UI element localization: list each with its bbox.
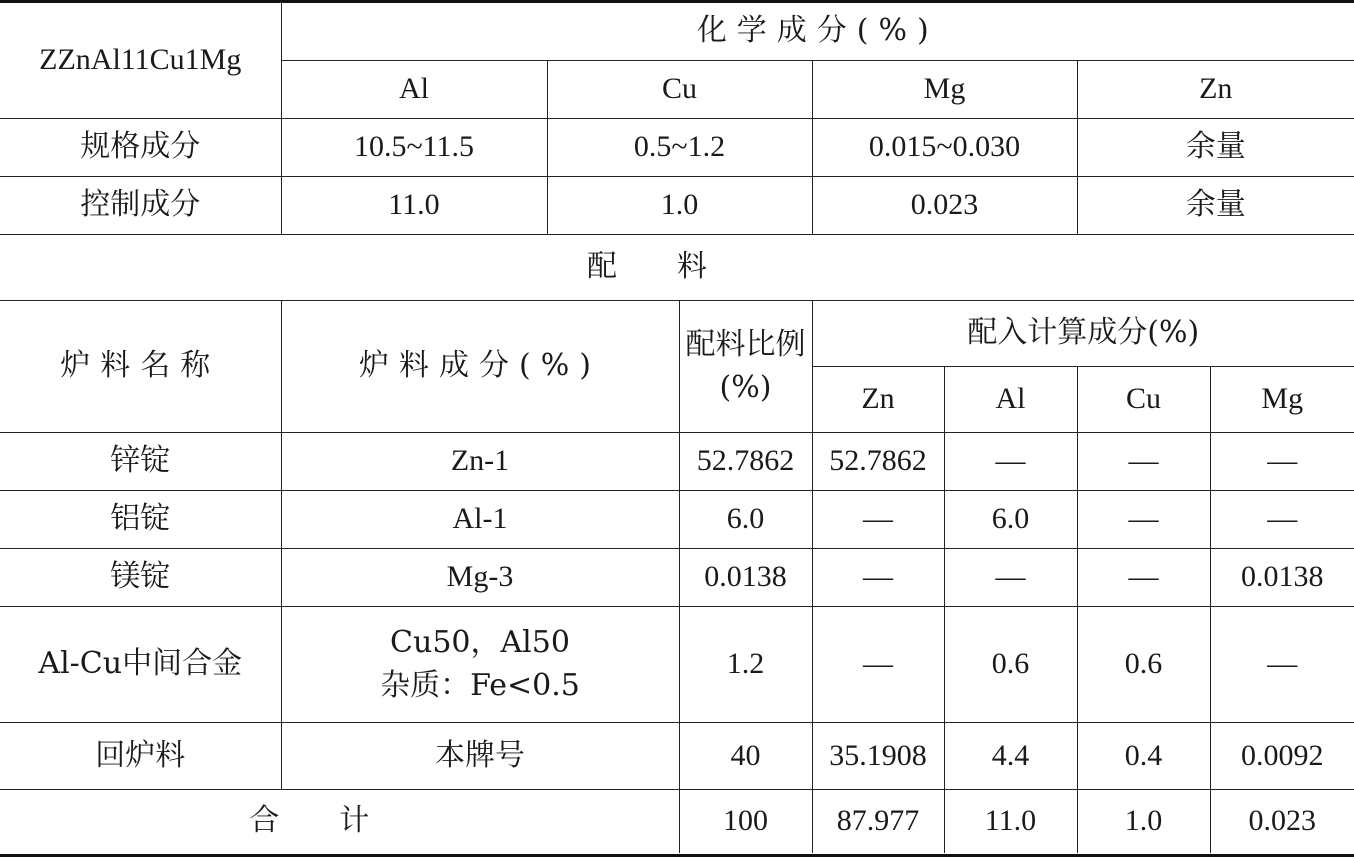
calc-cu: — — [1077, 490, 1210, 548]
table-row — [0, 548, 1354, 606]
calc-mg: — — [1210, 490, 1354, 548]
charge-ratio: 6.0 — [679, 490, 812, 548]
calc-header-mg: Mg — [1210, 366, 1354, 432]
batching-ratio-header-line2: (%) — [719, 370, 772, 405]
charge-composition — [281, 606, 679, 722]
charge-ratio: 1.2 — [679, 606, 812, 722]
spec-composition-row — [0, 118, 1354, 176]
calc-al: — — [944, 548, 1077, 606]
element-header-al: Al — [281, 60, 547, 118]
calc-header-cu: Cu — [1077, 366, 1210, 432]
total-al: 11.0 — [944, 789, 1077, 853]
alloy-batching-table — [0, 3, 1354, 853]
charge-composition: Mg-3 — [281, 548, 679, 606]
calc-mg: — — [1210, 432, 1354, 490]
calc-mg: — — [1210, 606, 1354, 722]
element-header-zn: Zn — [1077, 60, 1354, 118]
calc-zn: 35.1908 — [812, 722, 944, 789]
calc-zn: — — [812, 548, 944, 606]
charge-name: 铝锭 — [0, 490, 281, 548]
charge-name-header: 炉料名称 — [0, 300, 281, 432]
spec-zn-value: 余量 — [1077, 118, 1354, 176]
charge-name: 回炉料 — [0, 722, 281, 789]
total-cu: 1.0 — [1077, 789, 1210, 853]
calc-al: 6.0 — [944, 490, 1077, 548]
spec-mg-value: 0.015~0.030 — [812, 118, 1077, 176]
control-composition-row — [0, 176, 1354, 234]
control-row-label: 控制成分 — [0, 176, 281, 234]
alloy-grade-cell: ZZnAl11Cu1Mg — [0, 3, 281, 118]
charge-composition: Al-1 — [281, 490, 679, 548]
charge-composition-line2: 杂质：Fe<0.5 — [380, 668, 580, 703]
calc-zn: 52.7862 — [812, 432, 944, 490]
calc-mg: 0.0092 — [1210, 722, 1354, 789]
spec-cu-value: 0.5~1.2 — [547, 118, 812, 176]
total-label: 合计 — [0, 789, 679, 853]
calc-zn: — — [812, 606, 944, 722]
element-header-mg: Mg — [812, 60, 1077, 118]
charge-name: 锌锭 — [0, 432, 281, 490]
control-zn-value: 余量 — [1077, 176, 1354, 234]
batching-section-title: 配料 — [0, 234, 1354, 300]
batching-ratio-header-line1: 配料比例 — [685, 326, 806, 362]
charge-ratio: 0.0138 — [679, 548, 812, 606]
control-al-value: 11.0 — [281, 176, 547, 234]
charge-name: Al-Cu中间合金 — [0, 606, 281, 722]
total-ratio: 100 — [679, 789, 812, 853]
calc-header-zn: Zn — [812, 366, 944, 432]
table-row — [0, 490, 1354, 548]
calc-al: 0.6 — [944, 606, 1077, 722]
total-mg: 0.023 — [1210, 789, 1354, 853]
calc-cu: 0.6 — [1077, 606, 1210, 722]
table-row — [0, 432, 1354, 490]
element-header-cu: Cu — [547, 60, 812, 118]
total-zn: 87.977 — [812, 789, 944, 853]
charge-composition: 本牌号 — [281, 722, 679, 789]
charge-composition: Zn-1 — [281, 432, 679, 490]
calc-composition-title: 配入计算成分(%) — [812, 300, 1354, 366]
batching-ratio-header — [679, 300, 812, 432]
calc-zn: — — [812, 490, 944, 548]
charge-composition-line1: Cu50，Al50 — [390, 624, 570, 660]
total-row — [0, 789, 1354, 853]
chem-composition-title: 化学成分(%) — [281, 3, 1354, 60]
calc-cu: — — [1077, 548, 1210, 606]
control-cu-value: 1.0 — [547, 176, 812, 234]
charge-ratio: 40 — [679, 722, 812, 789]
charge-ratio: 52.7862 — [679, 432, 812, 490]
calc-al: 4.4 — [944, 722, 1077, 789]
table-row — [0, 722, 1354, 789]
control-mg-value: 0.023 — [812, 176, 1077, 234]
table-row — [0, 606, 1354, 722]
calc-header-al: Al — [944, 366, 1077, 432]
spec-row-label: 规格成分 — [0, 118, 281, 176]
calc-mg: 0.0138 — [1210, 548, 1354, 606]
calc-al: — — [944, 432, 1077, 490]
calc-cu: — — [1077, 432, 1210, 490]
calc-cu: 0.4 — [1077, 722, 1210, 789]
spec-al-value: 10.5~11.5 — [281, 118, 547, 176]
charge-composition-header: 炉料成分(%) — [281, 300, 679, 432]
charge-name: 镁锭 — [0, 548, 281, 606]
